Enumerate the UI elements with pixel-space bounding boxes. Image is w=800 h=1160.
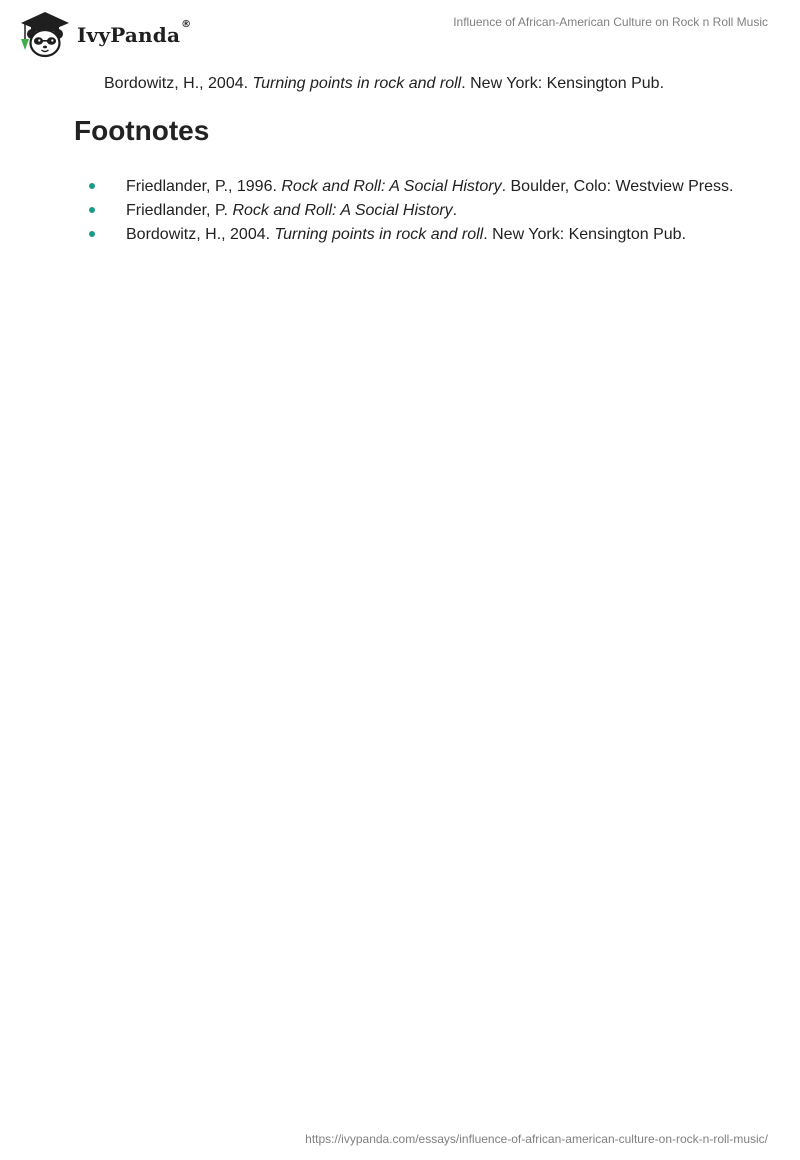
logo-wordmark: IvyPanda xyxy=(77,23,181,47)
footnote-publisher: . New York: Kensington Pub. xyxy=(483,226,687,243)
bullet-icon xyxy=(89,231,95,237)
footnote-item xyxy=(84,199,744,223)
panda-graduation-cap-icon xyxy=(15,7,75,59)
footnote-publisher: . Boulder, Colo: Westview Press. xyxy=(501,178,734,195)
footnote-title: Rock and Roll: A Social History xyxy=(232,202,453,219)
footnote-author-year: Friedlander, P. xyxy=(126,202,233,219)
reference-publisher: . New York: Kensington Pub. xyxy=(461,75,665,92)
reference-entry xyxy=(104,73,664,95)
reference-title: Turning points in rock and roll xyxy=(252,75,462,92)
footnotes-list xyxy=(84,175,744,247)
footnote-author-year: Friedlander, P., 1996. xyxy=(126,178,282,195)
source-url-link[interactable]: https://ivypanda.com/essays/influence-of-african-american-culture-on-rock-n-roll-music/ xyxy=(305,1132,768,1146)
footnote-title: Turning points in rock and roll xyxy=(274,226,484,243)
document-title: Influence of African-American Culture on Rock n Roll Music xyxy=(453,15,768,29)
footnote-author-year: Bordowitz, H., 2004. xyxy=(126,226,275,243)
ivypanda-logo[interactable] xyxy=(15,7,191,59)
reference-author-year: Bordowitz, H., 2004. xyxy=(104,75,253,92)
footnotes-heading: Footnotes xyxy=(74,115,210,146)
footnote-publisher: . xyxy=(452,202,458,219)
bullet-icon xyxy=(89,207,95,213)
footnote-item xyxy=(84,175,744,199)
bullet-icon xyxy=(89,183,95,189)
footnote-title: Rock and Roll: A Social History xyxy=(281,178,502,195)
footnote-item xyxy=(84,223,744,247)
registered-mark: ® xyxy=(181,18,192,30)
